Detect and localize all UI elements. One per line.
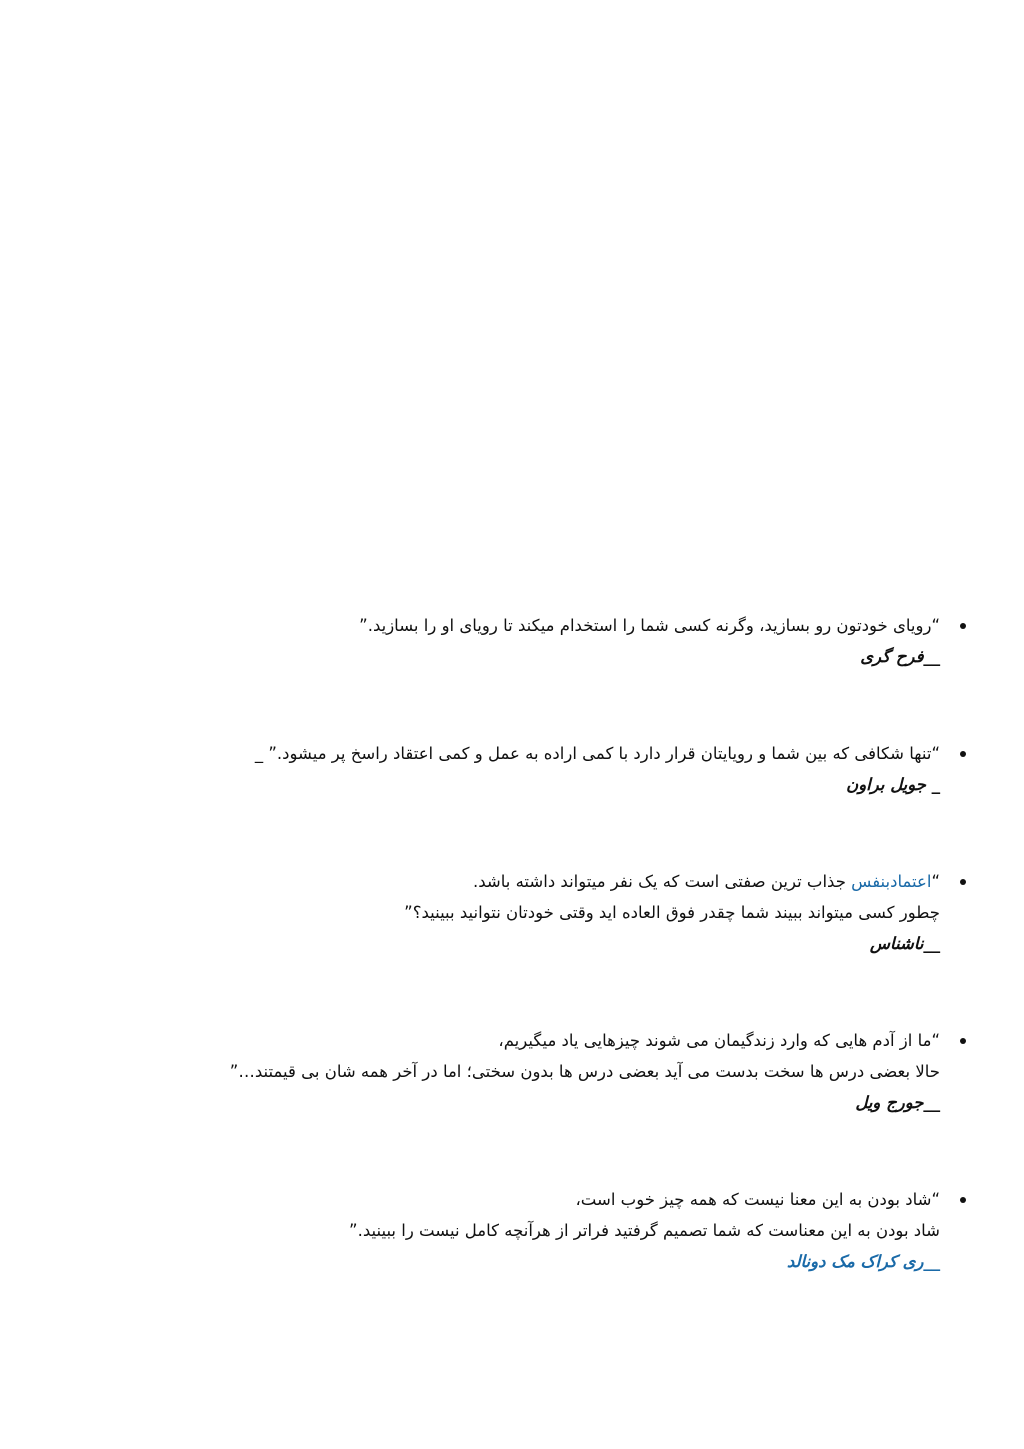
- quote-text: “تنها شکافی که بین شما و رویایتان قرار دارد با کمی اراده به عمل و کمی اعتقاد راسخ پر میشود.” _: [254, 744, 940, 763]
- quote-item: [94, 738, 954, 800]
- quote-list: [94, 610, 954, 1277]
- confidence-link[interactable]: اعتمادبنفس: [851, 872, 932, 891]
- quote-text-line: [94, 866, 940, 897]
- quote-text-line: چطور کسی میتواند ببیند شما چقدر فوق العاده اید وقتی خودتان نتوانید ببینید؟”: [404, 903, 940, 922]
- quote-item: [94, 610, 954, 672]
- quote-text-line: حالا بعضی درس ها سخت بدست می آید بعضی درس ها بدون سختی؛ اما در آخر همه شان بی قیمتند…”: [229, 1062, 940, 1081]
- quote-author: __ناشناس: [869, 934, 940, 953]
- quote-text-line: “شاد بودن به این معنا نیست که همه چیز خوب است،: [575, 1190, 940, 1209]
- quote-item: [94, 1184, 954, 1277]
- quote-item: [94, 1025, 954, 1118]
- quote-text-rest: جذاب ترین صفتی است که یک نفر میتواند داشته باشد.: [472, 872, 852, 891]
- quote-text: “رویای خودتون رو بسازید، وگرنه کسی شما را استخدام میکند تا رویای او را بسازید.”: [359, 616, 940, 635]
- quote-author: _ جویل براون: [846, 775, 940, 794]
- open-quote-mark: “: [931, 872, 940, 891]
- quote-text-line: “ما از آدم هایی که وارد زندگیمان می شوند چیزهایی یاد میگیریم،: [498, 1031, 940, 1050]
- quote-text-line: شاد بودن به این معناست که شما تصمیم گرفتید فراتر از هرآنچه کامل نیست را ببینید.”: [349, 1221, 940, 1240]
- quote-author: __جورج ویل: [855, 1093, 940, 1112]
- quote-author: __فرح گری: [860, 647, 940, 666]
- quote-author-link[interactable]: __ری کراک مک دونالد: [786, 1252, 940, 1271]
- quote-item: [94, 866, 954, 959]
